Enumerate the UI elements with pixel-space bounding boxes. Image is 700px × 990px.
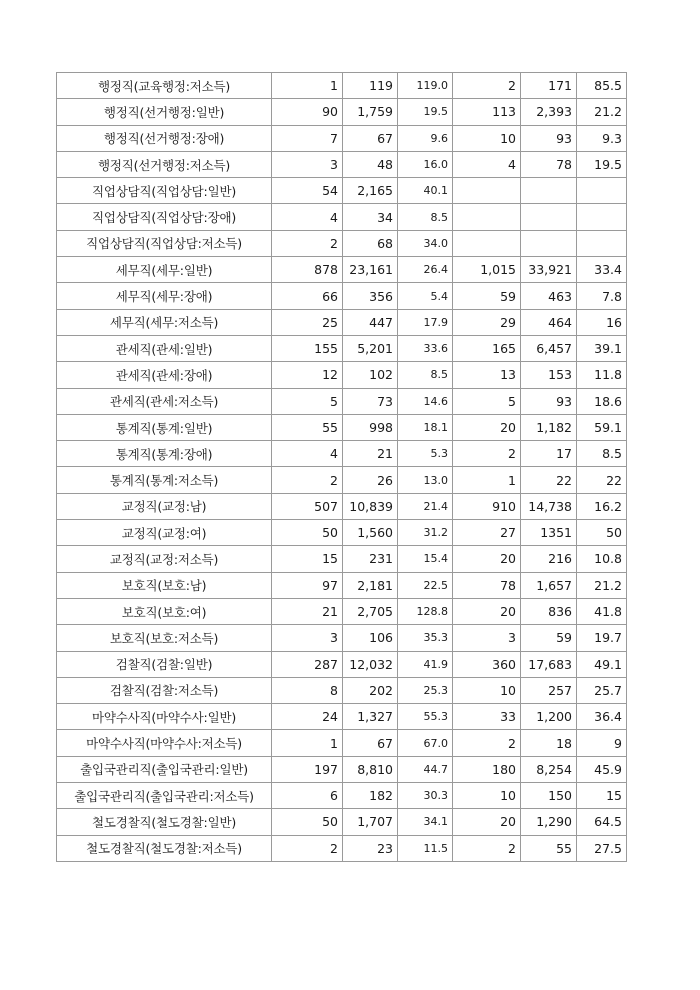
prev-recruit-count-cell: 2	[453, 441, 521, 467]
prev-competition-ratio-cell: 39.1	[577, 335, 627, 361]
prev-applicant-count-cell: 93	[521, 125, 577, 151]
table-row	[57, 204, 627, 230]
job-category-cell: 직업상담직(직업상담:일반)	[57, 178, 272, 204]
job-category-cell: 직업상담직(직업상담:장애)	[57, 204, 272, 230]
table-row	[57, 283, 627, 309]
prev-applicant-count-cell: 1,290	[521, 809, 577, 835]
recruitment-stats-table	[56, 72, 627, 862]
applicant-count-cell: 68	[343, 230, 398, 256]
prev-recruit-count-cell: 29	[453, 309, 521, 335]
recruit-count-cell: 25	[272, 309, 343, 335]
prev-competition-ratio-cell: 11.8	[577, 362, 627, 388]
competition-ratio-cell: 26.4	[398, 257, 453, 283]
job-category-cell: 출입국관리직(출입국관리:저소득)	[57, 783, 272, 809]
table-row	[57, 704, 627, 730]
prev-competition-ratio-cell: 49.1	[577, 651, 627, 677]
applicant-count-cell: 447	[343, 309, 398, 335]
table-row	[57, 809, 627, 835]
table-row	[57, 178, 627, 204]
table-row	[57, 520, 627, 546]
prev-competition-ratio-cell: 21.2	[577, 99, 627, 125]
recruit-count-cell: 55	[272, 414, 343, 440]
applicant-count-cell: 12,032	[343, 651, 398, 677]
table-row	[57, 467, 627, 493]
prev-recruit-count-cell: 2	[453, 730, 521, 756]
prev-recruit-count-cell: 20	[453, 598, 521, 624]
job-category-cell: 보호직(보호:여)	[57, 598, 272, 624]
table-row	[57, 414, 627, 440]
prev-recruit-count-cell: 113	[453, 99, 521, 125]
recruit-count-cell: 2	[272, 230, 343, 256]
prev-applicant-count-cell: 8,254	[521, 756, 577, 782]
prev-competition-ratio-cell: 33.4	[577, 257, 627, 283]
recruit-count-cell: 50	[272, 809, 343, 835]
job-category-cell: 통계직(통계:저소득)	[57, 467, 272, 493]
prev-competition-ratio-cell: 15	[577, 783, 627, 809]
prev-recruit-count-cell	[453, 204, 521, 230]
table-row	[57, 598, 627, 624]
prev-competition-ratio-cell: 50	[577, 520, 627, 546]
table-row	[57, 230, 627, 256]
competition-ratio-cell: 128.8	[398, 598, 453, 624]
job-category-cell: 교정직(교정:남)	[57, 493, 272, 519]
prev-applicant-count-cell: 17,683	[521, 651, 577, 677]
prev-competition-ratio-cell: 64.5	[577, 809, 627, 835]
prev-recruit-count-cell: 27	[453, 520, 521, 546]
table-row	[57, 625, 627, 651]
job-category-cell: 관세직(관세:장애)	[57, 362, 272, 388]
table-body	[57, 73, 627, 862]
recruit-count-cell: 878	[272, 257, 343, 283]
recruit-count-cell: 3	[272, 151, 343, 177]
competition-ratio-cell: 5.4	[398, 283, 453, 309]
job-category-cell: 검찰직(검찰:일반)	[57, 651, 272, 677]
job-category-cell: 행정직(선거행정:저소득)	[57, 151, 272, 177]
table-row	[57, 99, 627, 125]
prev-competition-ratio-cell: 41.8	[577, 598, 627, 624]
applicant-count-cell: 106	[343, 625, 398, 651]
prev-applicant-count-cell	[521, 204, 577, 230]
table-row	[57, 835, 627, 861]
prev-competition-ratio-cell: 7.8	[577, 283, 627, 309]
competition-ratio-cell: 35.3	[398, 625, 453, 651]
prev-applicant-count-cell: 55	[521, 835, 577, 861]
job-category-cell: 교정직(교정:여)	[57, 520, 272, 546]
recruit-count-cell: 6	[272, 783, 343, 809]
prev-recruit-count-cell: 5	[453, 388, 521, 414]
applicant-count-cell: 2,181	[343, 572, 398, 598]
prev-recruit-count-cell: 2	[453, 835, 521, 861]
prev-competition-ratio-cell: 22	[577, 467, 627, 493]
table-row	[57, 335, 627, 361]
applicant-count-cell: 21	[343, 441, 398, 467]
prev-applicant-count-cell: 171	[521, 73, 577, 99]
prev-applicant-count-cell: 257	[521, 677, 577, 703]
prev-applicant-count-cell: 93	[521, 388, 577, 414]
competition-ratio-cell: 34.1	[398, 809, 453, 835]
prev-recruit-count-cell: 3	[453, 625, 521, 651]
job-category-cell: 관세직(관세:저소득)	[57, 388, 272, 414]
job-category-cell: 보호직(보호:남)	[57, 572, 272, 598]
job-category-cell: 세무직(세무:저소득)	[57, 309, 272, 335]
job-category-cell: 관세직(관세:일반)	[57, 335, 272, 361]
prev-applicant-count-cell: 1,657	[521, 572, 577, 598]
prev-competition-ratio-cell: 45.9	[577, 756, 627, 782]
applicant-count-cell: 48	[343, 151, 398, 177]
competition-ratio-cell: 44.7	[398, 756, 453, 782]
table-row	[57, 493, 627, 519]
competition-ratio-cell: 41.9	[398, 651, 453, 677]
applicant-count-cell: 67	[343, 125, 398, 151]
recruit-count-cell: 15	[272, 546, 343, 572]
job-category-cell: 마약수사직(마약수사:저소득)	[57, 730, 272, 756]
prev-recruit-count-cell	[453, 178, 521, 204]
table-row	[57, 572, 627, 598]
prev-competition-ratio-cell: 25.7	[577, 677, 627, 703]
competition-ratio-cell: 33.6	[398, 335, 453, 361]
applicant-count-cell: 10,839	[343, 493, 398, 519]
table-row	[57, 546, 627, 572]
recruit-count-cell: 66	[272, 283, 343, 309]
table-row	[57, 756, 627, 782]
prev-recruit-count-cell: 10	[453, 677, 521, 703]
prev-competition-ratio-cell: 10.8	[577, 546, 627, 572]
prev-competition-ratio-cell: 59.1	[577, 414, 627, 440]
prev-applicant-count-cell: 17	[521, 441, 577, 467]
recruit-count-cell: 197	[272, 756, 343, 782]
competition-ratio-cell: 5.3	[398, 441, 453, 467]
prev-competition-ratio-cell: 19.7	[577, 625, 627, 651]
competition-ratio-cell: 67.0	[398, 730, 453, 756]
competition-ratio-cell: 14.6	[398, 388, 453, 414]
competition-ratio-cell: 11.5	[398, 835, 453, 861]
recruit-count-cell: 90	[272, 99, 343, 125]
applicant-count-cell: 26	[343, 467, 398, 493]
recruit-count-cell: 12	[272, 362, 343, 388]
applicant-count-cell: 2,705	[343, 598, 398, 624]
recruit-count-cell: 507	[272, 493, 343, 519]
prev-recruit-count-cell: 165	[453, 335, 521, 361]
table-row	[57, 309, 627, 335]
table-row	[57, 783, 627, 809]
competition-ratio-cell: 40.1	[398, 178, 453, 204]
applicant-count-cell: 73	[343, 388, 398, 414]
prev-recruit-count-cell: 78	[453, 572, 521, 598]
prev-applicant-count-cell: 836	[521, 598, 577, 624]
applicant-count-cell: 23	[343, 835, 398, 861]
prev-applicant-count-cell: 2,393	[521, 99, 577, 125]
recruit-count-cell: 155	[272, 335, 343, 361]
prev-applicant-count-cell: 153	[521, 362, 577, 388]
prev-recruit-count-cell: 4	[453, 151, 521, 177]
job-category-cell: 검찰직(검찰:저소득)	[57, 677, 272, 703]
recruit-count-cell: 24	[272, 704, 343, 730]
competition-ratio-cell: 30.3	[398, 783, 453, 809]
prev-competition-ratio-cell	[577, 230, 627, 256]
competition-ratio-cell: 9.6	[398, 125, 453, 151]
applicant-count-cell: 1,759	[343, 99, 398, 125]
prev-competition-ratio-cell	[577, 178, 627, 204]
competition-ratio-cell: 22.5	[398, 572, 453, 598]
job-category-cell: 마약수사직(마약수사:일반)	[57, 704, 272, 730]
prev-recruit-count-cell: 59	[453, 283, 521, 309]
recruit-count-cell: 5	[272, 388, 343, 414]
prev-applicant-count-cell: 216	[521, 546, 577, 572]
recruit-count-cell: 3	[272, 625, 343, 651]
job-category-cell: 통계직(통계:일반)	[57, 414, 272, 440]
applicant-count-cell: 1,327	[343, 704, 398, 730]
prev-applicant-count-cell: 1,182	[521, 414, 577, 440]
applicant-count-cell: 2,165	[343, 178, 398, 204]
prev-competition-ratio-cell: 21.2	[577, 572, 627, 598]
competition-ratio-cell: 13.0	[398, 467, 453, 493]
prev-applicant-count-cell: 78	[521, 151, 577, 177]
applicant-count-cell: 102	[343, 362, 398, 388]
table-row	[57, 651, 627, 677]
prev-recruit-count-cell: 33	[453, 704, 521, 730]
competition-ratio-cell: 15.4	[398, 546, 453, 572]
recruit-count-cell: 21	[272, 598, 343, 624]
prev-competition-ratio-cell: 18.6	[577, 388, 627, 414]
competition-ratio-cell: 21.4	[398, 493, 453, 519]
prev-competition-ratio-cell: 8.5	[577, 441, 627, 467]
applicant-count-cell: 119	[343, 73, 398, 99]
prev-recruit-count-cell: 13	[453, 362, 521, 388]
job-category-cell: 출입국관리직(출입국관리:일반)	[57, 756, 272, 782]
prev-applicant-count-cell: 464	[521, 309, 577, 335]
applicant-count-cell: 67	[343, 730, 398, 756]
table-row	[57, 73, 627, 99]
prev-applicant-count-cell	[521, 178, 577, 204]
prev-recruit-count-cell: 10	[453, 783, 521, 809]
recruit-count-cell: 4	[272, 441, 343, 467]
recruit-count-cell: 1	[272, 730, 343, 756]
competition-ratio-cell: 34.0	[398, 230, 453, 256]
applicant-count-cell: 5,201	[343, 335, 398, 361]
prev-recruit-count-cell: 1	[453, 467, 521, 493]
prev-applicant-count-cell: 22	[521, 467, 577, 493]
prev-recruit-count-cell	[453, 230, 521, 256]
table-row	[57, 730, 627, 756]
prev-recruit-count-cell: 1,015	[453, 257, 521, 283]
recruit-count-cell: 4	[272, 204, 343, 230]
recruit-count-cell: 50	[272, 520, 343, 546]
job-category-cell: 교정직(교정:저소득)	[57, 546, 272, 572]
prev-competition-ratio-cell: 27.5	[577, 835, 627, 861]
table-row	[57, 151, 627, 177]
job-category-cell: 직업상담직(직업상담:저소득)	[57, 230, 272, 256]
table-row	[57, 677, 627, 703]
applicant-count-cell: 34	[343, 204, 398, 230]
prev-applicant-count-cell: 150	[521, 783, 577, 809]
prev-recruit-count-cell: 360	[453, 651, 521, 677]
prev-applicant-count-cell	[521, 230, 577, 256]
job-category-cell: 행정직(선거행정:일반)	[57, 99, 272, 125]
prev-applicant-count-cell: 18	[521, 730, 577, 756]
prev-applicant-count-cell: 33,921	[521, 257, 577, 283]
job-category-cell: 세무직(세무:장애)	[57, 283, 272, 309]
competition-ratio-cell: 16.0	[398, 151, 453, 177]
applicant-count-cell: 202	[343, 677, 398, 703]
recruit-count-cell: 97	[272, 572, 343, 598]
recruit-count-cell: 54	[272, 178, 343, 204]
prev-competition-ratio-cell: 16	[577, 309, 627, 335]
job-category-cell: 통계직(통계:장애)	[57, 441, 272, 467]
applicant-count-cell: 1,707	[343, 809, 398, 835]
job-category-cell: 행정직(교육행정:저소득)	[57, 73, 272, 99]
recruit-count-cell: 1	[272, 73, 343, 99]
competition-ratio-cell: 18.1	[398, 414, 453, 440]
competition-ratio-cell: 8.5	[398, 362, 453, 388]
competition-ratio-cell: 119.0	[398, 73, 453, 99]
competition-ratio-cell: 19.5	[398, 99, 453, 125]
job-category-cell: 철도경찰직(철도경찰:일반)	[57, 809, 272, 835]
prev-competition-ratio-cell	[577, 204, 627, 230]
prev-recruit-count-cell: 20	[453, 414, 521, 440]
applicant-count-cell: 182	[343, 783, 398, 809]
competition-ratio-cell: 25.3	[398, 677, 453, 703]
prev-recruit-count-cell: 910	[453, 493, 521, 519]
competition-ratio-cell: 55.3	[398, 704, 453, 730]
table-row	[57, 257, 627, 283]
prev-competition-ratio-cell: 36.4	[577, 704, 627, 730]
prev-competition-ratio-cell: 9.3	[577, 125, 627, 151]
table-row	[57, 388, 627, 414]
prev-competition-ratio-cell: 19.5	[577, 151, 627, 177]
table-row	[57, 441, 627, 467]
applicant-count-cell: 231	[343, 546, 398, 572]
prev-recruit-count-cell: 180	[453, 756, 521, 782]
prev-recruit-count-cell: 20	[453, 809, 521, 835]
competition-ratio-cell: 17.9	[398, 309, 453, 335]
applicant-count-cell: 23,161	[343, 257, 398, 283]
job-category-cell: 행정직(선거행정:장애)	[57, 125, 272, 151]
prev-competition-ratio-cell: 16.2	[577, 493, 627, 519]
prev-applicant-count-cell: 6,457	[521, 335, 577, 361]
recruit-count-cell: 7	[272, 125, 343, 151]
table-row	[57, 362, 627, 388]
prev-competition-ratio-cell: 85.5	[577, 73, 627, 99]
prev-recruit-count-cell: 20	[453, 546, 521, 572]
applicant-count-cell: 1,560	[343, 520, 398, 546]
prev-recruit-count-cell: 2	[453, 73, 521, 99]
job-category-cell: 세무직(세무:일반)	[57, 257, 272, 283]
recruit-count-cell: 8	[272, 677, 343, 703]
prev-applicant-count-cell: 59	[521, 625, 577, 651]
recruit-count-cell: 2	[272, 835, 343, 861]
prev-applicant-count-cell: 1351	[521, 520, 577, 546]
applicant-count-cell: 998	[343, 414, 398, 440]
competition-ratio-cell: 8.5	[398, 204, 453, 230]
prev-applicant-count-cell: 14,738	[521, 493, 577, 519]
competition-ratio-cell: 31.2	[398, 520, 453, 546]
prev-recruit-count-cell: 10	[453, 125, 521, 151]
prev-applicant-count-cell: 463	[521, 283, 577, 309]
job-category-cell: 보호직(보호:저소득)	[57, 625, 272, 651]
prev-competition-ratio-cell: 9	[577, 730, 627, 756]
applicant-count-cell: 8,810	[343, 756, 398, 782]
table-row	[57, 125, 627, 151]
recruit-count-cell: 287	[272, 651, 343, 677]
prev-applicant-count-cell: 1,200	[521, 704, 577, 730]
recruit-count-cell: 2	[272, 467, 343, 493]
applicant-count-cell: 356	[343, 283, 398, 309]
job-category-cell: 철도경찰직(철도경찰:저소득)	[57, 835, 272, 861]
